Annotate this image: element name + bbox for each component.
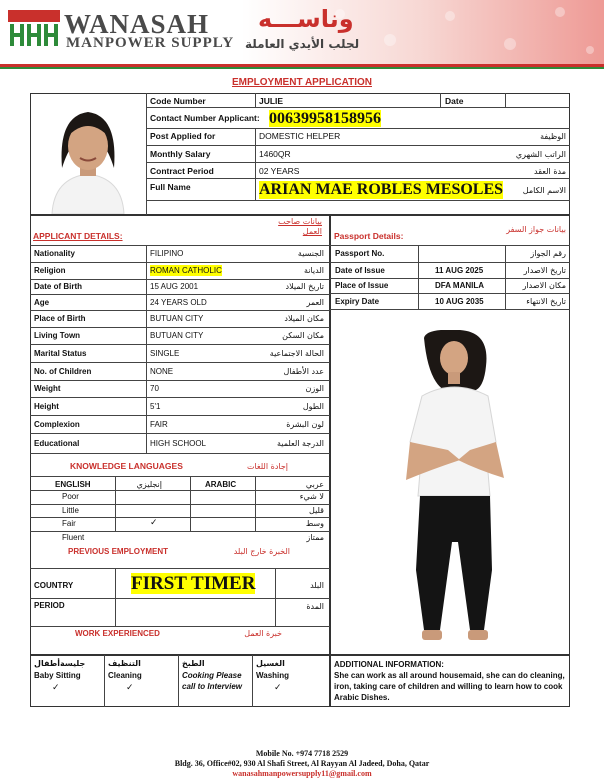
full-name-value: ARIAN MAE ROBLES MESOLES (259, 181, 504, 198)
work-item-label: Cooking Please call to Interview (182, 671, 243, 691)
work-item-check-icon: ✓ (126, 682, 134, 692)
arabic-column-header-arabic: عربي (305, 480, 324, 489)
row-divider (30, 294, 330, 295)
contract-label: Contract Period (150, 166, 214, 176)
passport-row-label: Date of Issue (335, 266, 385, 275)
row-divider (30, 415, 330, 416)
period-label: PERIOD (34, 601, 65, 610)
row-divider (30, 310, 330, 311)
row-divider (30, 344, 330, 345)
language-level-label: Poor (62, 492, 79, 501)
additional-info-heading: ADDITIONAL INFORMATION: (334, 660, 444, 669)
header-rule-green (0, 67, 604, 69)
contact-value: 00639958158956 (269, 110, 381, 127)
language-level-label: Fair (62, 519, 76, 528)
brand-name: WANASAH (64, 9, 210, 39)
applicant-row-value: FILIPINO (150, 249, 184, 258)
work-experienced-heading: WORK EXPERIENCED (75, 629, 160, 638)
footer-mobile: Mobile No. +974 7718 2529 (255, 749, 349, 758)
passport-heading: Passport Details: (334, 231, 404, 241)
code-number-value: JULIE (259, 96, 284, 106)
work-item-label-arabic: الغسيل (256, 659, 285, 668)
post-value: DOMESTIC HELPER (259, 131, 341, 141)
applicant-row-value: 70 (150, 384, 159, 393)
applicant-row-value: ROMAN CATHOLIC (150, 266, 222, 275)
passport-row-label: Place of Issue (335, 281, 389, 290)
applicant-row-label: Age (34, 298, 50, 307)
applicant-row-value: FAIR (150, 420, 168, 429)
work-item-label: Cleaning (108, 671, 142, 680)
applicant-row-label: Religion (34, 266, 66, 275)
applicant-row-label-arabic: الجنسية (297, 249, 324, 258)
applicant-row-label: Complexion (34, 420, 80, 429)
passport-row-label: Expiry Date (335, 297, 380, 306)
languages-heading: KNOWLEDGE LANGUAGES (70, 461, 183, 471)
passport-row-label-arabic: تاريخ الاصدار (523, 266, 566, 275)
row-divider (330, 293, 570, 294)
footer (0, 749, 604, 779)
applicant-row-label-arabic: الديانة (303, 266, 324, 275)
salary-label: Monthly Salary (150, 149, 211, 159)
applicant-row-value: 5'1 (150, 402, 161, 411)
language-level-label-arabic: ممتاز (306, 533, 324, 542)
work-item-label: Washing (256, 671, 290, 680)
language-level-label-arabic: وسط (305, 519, 324, 528)
applicant-row-label-arabic: لون البشرة (286, 420, 324, 429)
work-item-label: Baby Sitting (34, 671, 81, 680)
passport-row-value: 11 AUG 2025 (435, 266, 484, 275)
additional-info-text: She can work as all around housemaid, she can do cleaning, iron, taking care of children and willing to learn how to cook Arabic Dishes. (334, 671, 565, 702)
full-name-label: Full Name (150, 182, 191, 192)
brand-subtitle-arabic: لجلب الأيدي العاملة (245, 37, 360, 51)
passport-row-label-arabic: رقم الجواز (530, 249, 566, 258)
contact-label: Contact Number Applicant: (150, 113, 260, 123)
row-divider (330, 262, 570, 263)
english-column-header: ENGLISH (55, 480, 91, 489)
country-label: COUNTRY (34, 581, 74, 590)
letterhead (0, 0, 604, 64)
date-label: Date (445, 96, 464, 106)
applicant-row-label-arabic: الحالة الاجتماعية (269, 349, 324, 358)
language-level-label-arabic: قليل (309, 506, 324, 515)
applicant-row-label: Nationality (34, 249, 75, 258)
brand-name-arabic: وناســـه (258, 5, 354, 33)
applicant-row-value: 15 AUG 2001 (150, 282, 199, 291)
row-divider (30, 279, 330, 280)
passport-row-label: Passport No. (335, 249, 385, 258)
applicant-row-label: Living Town (34, 331, 81, 340)
language-level-label: Little (62, 506, 79, 515)
applicant-row-label-arabic: الدرجة العلمية (277, 439, 324, 448)
applicant-row-label-arabic: الوزن (305, 384, 324, 393)
work-item-check-icon: ✓ (274, 682, 282, 692)
language-level-label: Fluent (62, 533, 85, 542)
passport-heading-arabic: بيانات جواز السفر (506, 225, 566, 234)
applicant-row-value: BUTUAN CITY (150, 331, 204, 340)
arabic-column-header: ARABIC (205, 480, 237, 489)
footer-address: Bldg. 36, Office#02, 930 Al Shafi Street, Al Rayyan Al Jadeed, Doha, Qatar (174, 759, 430, 768)
applicant-row-label-arabic: العمر (306, 298, 324, 307)
post-label-arabic: الوظيفة (540, 132, 566, 141)
row-divider (30, 397, 330, 398)
english-column-header-arabic: إنجليزي (136, 480, 162, 489)
brand-subtitle: MANPOWER SUPPLY (66, 35, 235, 51)
contract-label-arabic: مدة العقد (534, 167, 566, 176)
applicant-row-label-arabic: عدد الأطفال (283, 367, 324, 376)
applicant-row-value: 24 YEARS OLD (150, 298, 207, 307)
applicant-row-value: HIGH SCHOOL (150, 439, 207, 448)
post-label: Post Applied for (150, 131, 216, 141)
period-label-arabic: المدة (306, 602, 324, 611)
passport-row-label-arabic: تاريخ الانتهاء (526, 297, 566, 306)
work-item-label-arabic: الطبخ (182, 659, 205, 668)
applicant-row-label: Place of Birth (34, 314, 86, 323)
applicant-row-label: Date of Birth (34, 282, 82, 291)
applicant-row-label: Educational (34, 439, 80, 448)
work-item-label-arabic: التنظيف (108, 659, 141, 668)
row-divider (30, 433, 330, 434)
row-divider (30, 262, 330, 263)
work-item-label-arabic: جليسةأطفال (34, 659, 86, 668)
company-logo-icon (8, 10, 60, 48)
applicant-row-value: SINGLE (150, 349, 180, 358)
english-level-mark: ✓ (150, 517, 158, 527)
footer-email[interactable]: wanasahmanpowersupply11@gmail.com (232, 769, 372, 778)
applicant-details-heading: APPLICANT DETAILS: (33, 231, 123, 241)
applicant-full-body-photo (400, 330, 520, 648)
row-divider (30, 327, 330, 328)
applicant-row-value: NONE (150, 367, 174, 376)
passport-row-value: DFA MANILA (435, 281, 485, 290)
applicant-row-label-arabic: الطول (302, 402, 324, 411)
applicant-row-label: Weight (34, 384, 61, 393)
row-divider (30, 380, 330, 381)
applicant-row-label: No. of Children (34, 367, 92, 376)
country-value: FIRST TIMER (131, 573, 256, 594)
languages-heading-arabic: إجادة اللغات (246, 462, 288, 471)
salary-value: 1460QR (259, 149, 291, 159)
row-divider (330, 278, 570, 279)
applicant-row-label-arabic: مكان السكن (282, 331, 324, 340)
applicant-details-heading-arabic: بيانات صاحب العمل (278, 217, 322, 236)
work-item-check-icon: ✓ (52, 682, 60, 692)
passport-row-value: 10 AUG 2035 (435, 297, 484, 306)
form-title: EMPLOYMENT APPLICATION (232, 77, 372, 88)
row-divider (30, 362, 330, 363)
work-experienced-heading-arabic: خبرة العمل (244, 629, 282, 638)
code-number-label: Code Number (150, 96, 206, 106)
applicant-row-label-arabic: مكان الميلاد (284, 314, 324, 323)
applicant-portrait-photo (32, 96, 144, 214)
previous-employment-heading-arabic: الخبرة خارج البلد (233, 547, 290, 556)
salary-label-arabic: الراتب الشهري (515, 150, 566, 159)
previous-employment-heading: PREVIOUS EMPLOYMENT (68, 547, 169, 556)
row-divider (330, 309, 570, 310)
contract-value: 02 YEARS (259, 166, 300, 176)
full-name-label-arabic: الاسم الكامل (522, 186, 566, 195)
passport-row-label-arabic: مكان الاصدار (522, 281, 566, 290)
applicant-row-label: Height (34, 402, 59, 411)
applicant-row-label-arabic: تاريخ الميلاد (285, 282, 324, 291)
language-level-label-arabic: لا شيء (299, 492, 324, 501)
country-label-arabic: البلد (310, 581, 324, 590)
applicant-row-value: BUTUAN CITY (150, 314, 204, 323)
applicant-row-label: Marital Status (34, 349, 87, 358)
